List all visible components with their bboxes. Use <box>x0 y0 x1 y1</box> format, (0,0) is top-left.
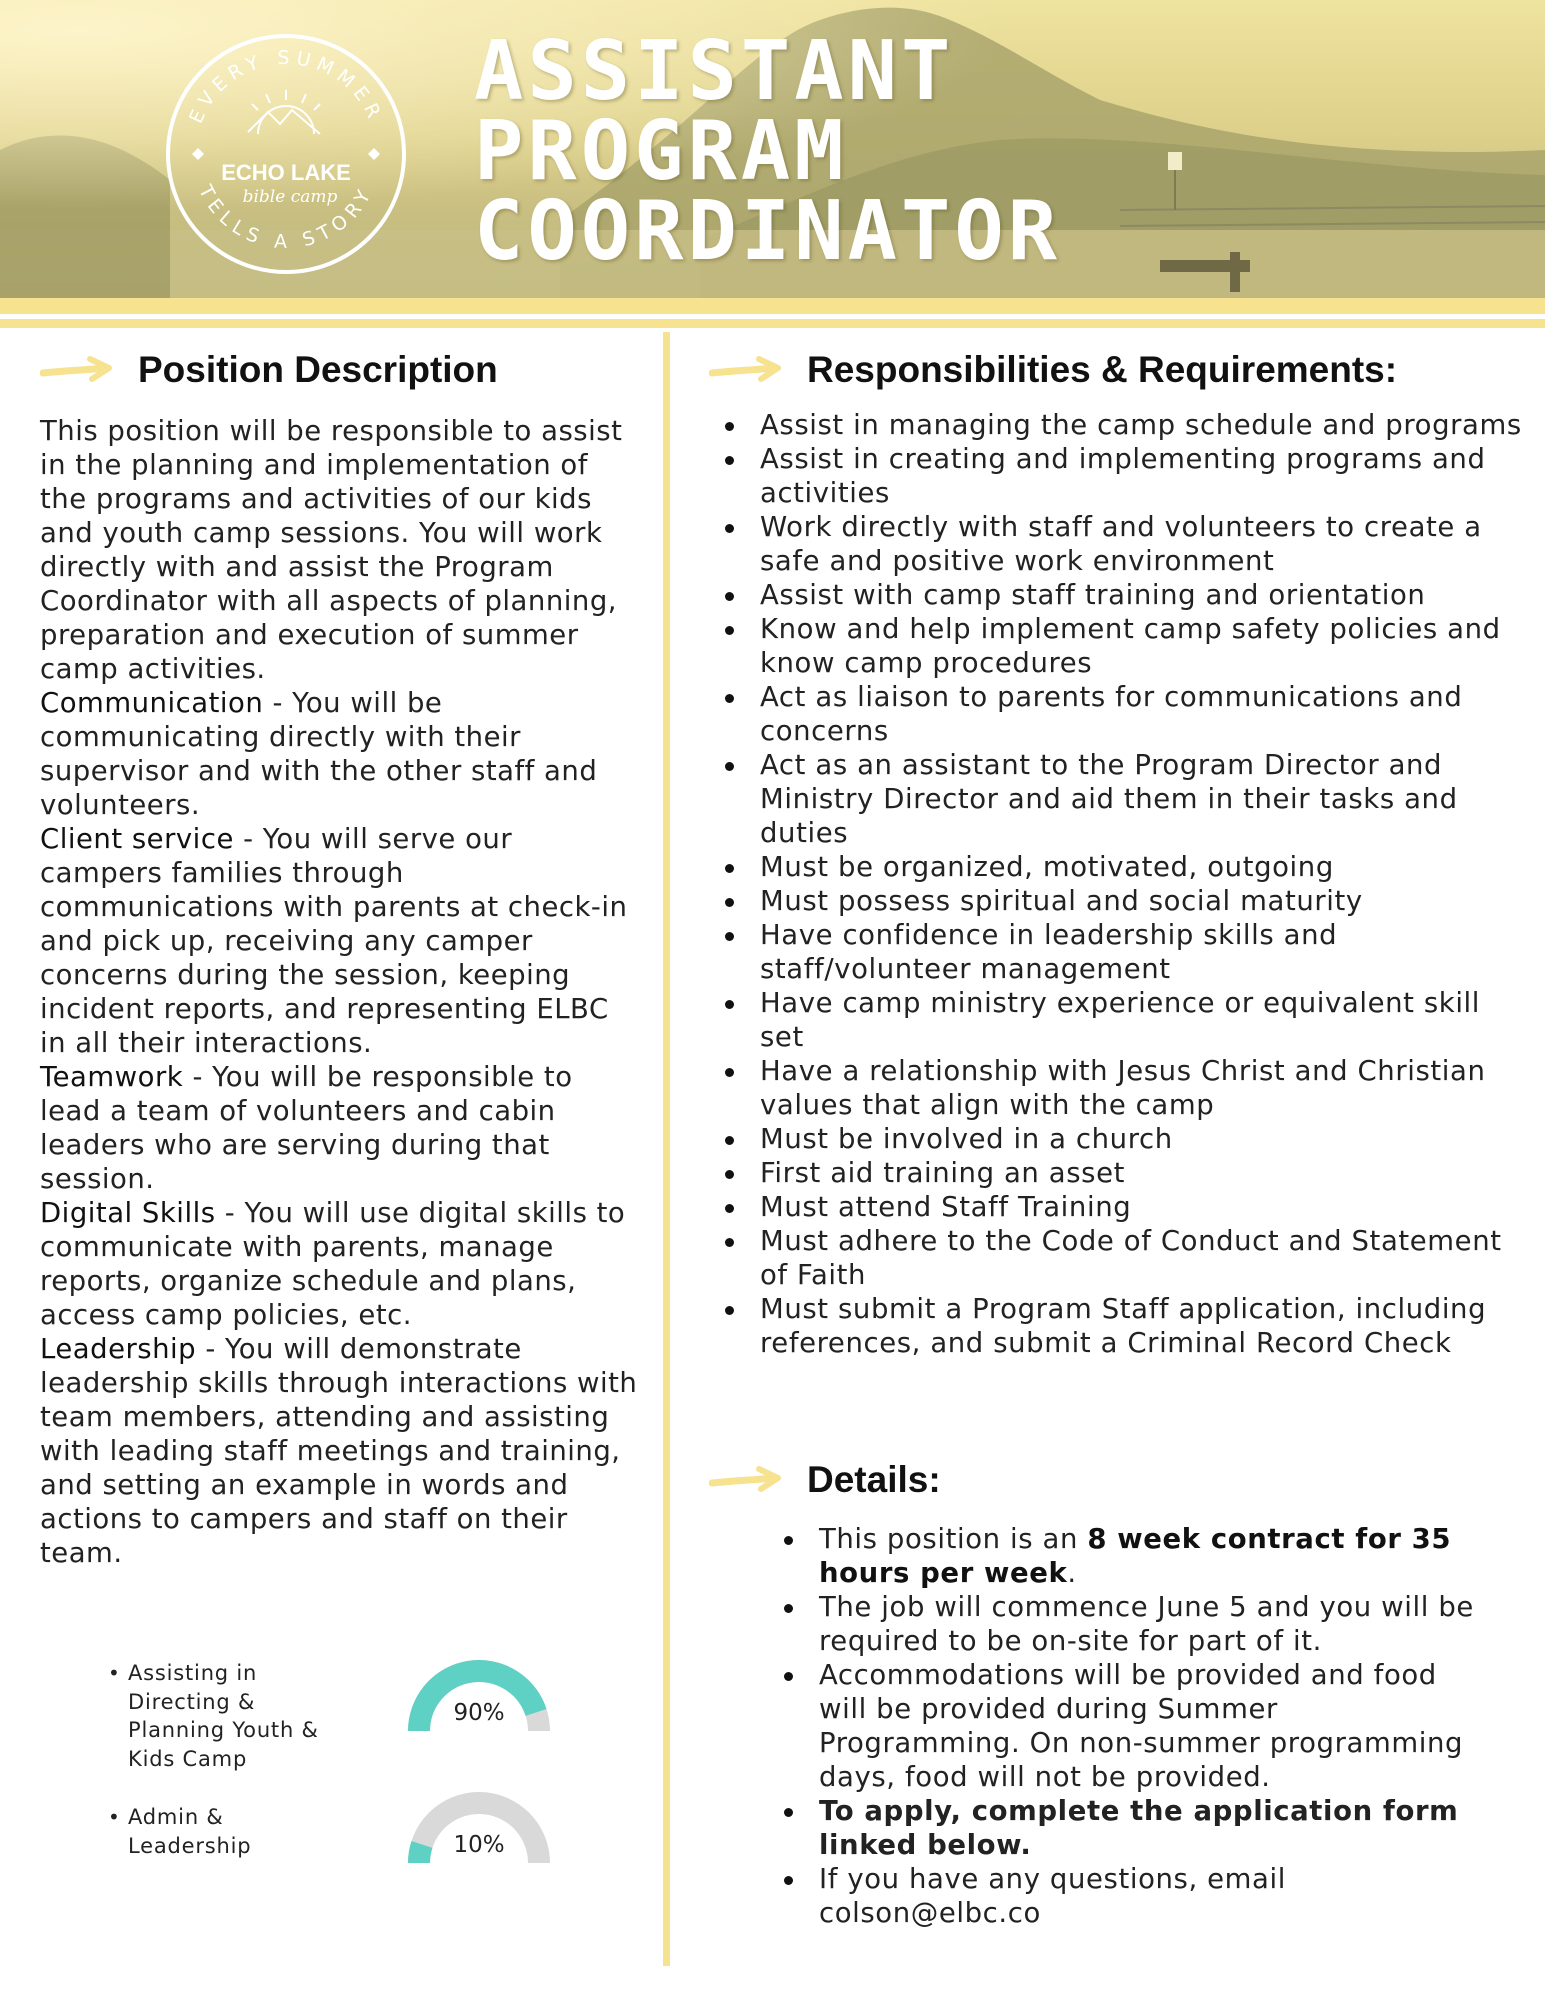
details-list <box>783 1522 1483 1930</box>
title-line-1: ASSISTANT <box>474 24 955 119</box>
gauge-percent-2: 10% <box>453 1832 505 1858</box>
communication-paragraph <box>40 686 640 822</box>
teamwork-lead: Teamwork <box>40 1061 184 1093</box>
client-service-paragraph <box>40 822 640 1060</box>
list-item: Must attend Staff Training <box>724 1190 1524 1224</box>
list-item: Must submit a Program Staff application, including references, and submit a Criminal Record Check <box>724 1292 1524 1360</box>
contract-text: This position is an <box>819 1523 1088 1555</box>
list-item: Have a relationship with Jesus Christ and Christian values that align with the camp <box>724 1054 1524 1122</box>
list-item: Assist with camp staff training and orientation <box>724 578 1524 612</box>
list-item: Must adhere to the Code of Conduct and Statement of Faith <box>724 1224 1524 1292</box>
list-item: Must be involved in a church <box>724 1122 1524 1156</box>
responsibilities-title: Responsibilities & Requirements: <box>807 349 1398 390</box>
detail-start: The job will commence June 5 and you will be required to be on-site for part of it. <box>783 1590 1483 1658</box>
arrow-icon <box>40 355 114 385</box>
contract-emphasis: 8 week contract for 35 hours per week <box>819 1523 1452 1589</box>
svg-text:EVERY SUMMER: EVERY SUMMER <box>185 46 387 127</box>
client-service-text: - You will serve our campers families through communications with parents at check-in and pick up, receiving any camper concerns during the session, keeping incident reports, and representing ELBC in all their interactions. <box>40 823 628 1059</box>
list-item: Work directly with staff and volunteers to create a safe and positive work environment <box>724 510 1524 578</box>
contract-end: . <box>1067 1557 1077 1589</box>
list-item: Assist in managing the camp schedule and programs <box>724 408 1524 442</box>
detail-contract <box>783 1522 1483 1590</box>
list-item: Act as an assistant to the Program Director and Ministry Director and aid them in their tasks and duties <box>724 748 1524 850</box>
skill-label-2: • Admin & Leadership <box>128 1803 308 1860</box>
list-item: Have confidence in leadership skills and staff/volunteer management <box>724 918 1524 986</box>
svg-text:bible camp: bible camp <box>242 187 338 207</box>
list-item: First aid training an asset <box>724 1156 1524 1190</box>
skill-gauge-1 <box>408 1660 550 1740</box>
skill-label-1: • Assisting in Directing & Planning Youth & Kids Camp <box>128 1659 328 1773</box>
detail-questions: If you have any questions, email colson@elbc.co <box>783 1862 1483 1930</box>
responsibilities-list <box>724 408 1524 1360</box>
arrow-icon <box>709 355 783 385</box>
list-item: Must be organized, motivated, outgoing <box>724 850 1524 884</box>
header-banner <box>0 0 1545 298</box>
leadership-paragraph <box>40 1332 640 1570</box>
leadership-lead: Leadership <box>40 1333 197 1365</box>
arrow-icon <box>709 1465 783 1495</box>
teamwork-text: - You will be responsible to lead a team of volunteers and cabin leaders who are serving during that session. <box>40 1061 573 1195</box>
list-item: Have camp ministry experience or equivalent skill set <box>724 986 1524 1054</box>
position-description-title: Position Description <box>138 349 498 390</box>
detail-apply: To apply, complete the application form linked below. <box>783 1794 1483 1862</box>
client-service-lead: Client service <box>40 823 234 855</box>
digital-skills-paragraph <box>40 1196 640 1332</box>
communication-text: - You will be communicating directly with their supervisor and with the other staff and volunteers. <box>40 687 598 821</box>
svg-text:ECHO LAKE: ECHO LAKE <box>221 160 351 185</box>
list-item: Know and help implement camp safety policies and know camp procedures <box>724 612 1524 680</box>
header-stripe-thin <box>0 319 1545 328</box>
list-item: Must possess spiritual and social maturity <box>724 884 1524 918</box>
echo-lake-logo <box>162 30 410 278</box>
digital-skills-lead: Digital Skills <box>40 1197 216 1229</box>
leadership-text: - You will demonstrate leadership skills through interactions with team members, attending and assisting with leading staff meetings and training, and setting an example in words and actions to campers and staff on their team. <box>40 1333 638 1569</box>
digital-skills-text: - You will use digital skills to communicate with parents, manage reports, organize schedule and plans, access camp policies, etc. <box>40 1197 626 1331</box>
position-description <box>40 414 640 1570</box>
list-item: Act as liaison to parents for communications and concerns <box>724 680 1524 748</box>
list-item: Assist in creating and implementing programs and activities <box>724 442 1524 510</box>
title-line-2: PROGRAM <box>474 104 848 199</box>
title-line-3: COORDINATOR <box>474 184 1062 279</box>
page-title <box>474 24 1062 279</box>
detail-accommodations: Accommodations will be provided and food will be provided during Summer Programming. On non-summer programming days, food will not be provided. <box>783 1658 1483 1794</box>
intro-paragraph: This position will be responsible to assist in the planning and implementation of the programs and activities of our kids and youth camp sessions. You will work directly with and assist the Program Coordinator with all aspects of planning, preparation and execution of summer camp activities. <box>40 415 623 685</box>
teamwork-paragraph <box>40 1060 640 1196</box>
details-title: Details: <box>807 1459 941 1500</box>
header-stripe <box>0 298 1545 314</box>
skill-gauge-2 <box>408 1792 550 1872</box>
responsibilities-heading <box>709 349 1397 391</box>
column-divider <box>663 332 670 1966</box>
communication-lead: Communication <box>40 687 264 719</box>
details-heading <box>709 1459 941 1501</box>
gauge-percent-1: 90% <box>453 1700 505 1726</box>
position-description-heading <box>40 349 498 391</box>
svg-text:TELLS A STORY: TELLS A STORY <box>194 181 378 254</box>
